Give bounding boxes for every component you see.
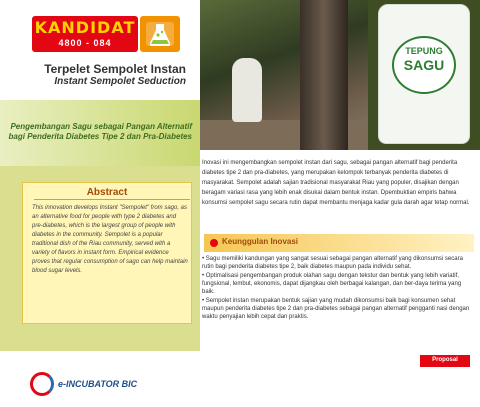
bag-label-main: SAGU [403, 57, 445, 73]
bag-label-top: TEPUNG [405, 46, 443, 56]
abstract-divider [34, 199, 190, 200]
advantage-item: • Sagu memiliki kandungan yang sangat sesuai sebagai pangan alternatif yang dikonsumsi secara rutin bagi penderita diabetes tipe 2, baik diabetes maupun pada individu sehat. [202, 256, 463, 270]
proposal-tag-label: Proposal [432, 357, 458, 363]
section-bullet-icon [210, 239, 218, 247]
lab-flask-icon [140, 16, 180, 52]
incubator-logo-icon [30, 372, 54, 396]
page-title: Terpelet Sempolet Instan [44, 62, 186, 76]
incubator-logo-text: e-INCUBATOR BIC [58, 379, 138, 389]
worker-figure [232, 58, 262, 122]
candidate-badge [32, 16, 138, 52]
section-title: Keunggulan Inovasi [222, 237, 299, 246]
abstract-heading: Abstract [86, 187, 128, 198]
topic-text: Pengembangan Sagu sebagai Pangan Alternatif bagi Penderita Diabetes Tipe 2 dan Pra-Diabetes [8, 122, 192, 141]
badge-code: 4800 - 084 [58, 38, 112, 48]
abstract-body: This innovation develops Instant "Sempolet" from sago, as an alternative food for people with type 2 diabetes and pre-diabetes, which is the largest group of people with diabetes in the community. Sempolet is a popular traditional dish of the Riau community, served with a variety of flavors in instant form. Empirical evidence proves that regular consumption of sago can help maintain blood sugar levels. [32, 205, 188, 274]
sago-trunk [300, 0, 348, 150]
page-subtitle: Instant Sempolet Seduction [54, 76, 186, 87]
bag-label-text [392, 44, 456, 72]
advantage-item: • Optimalisasi pengembangan produk olahan sagu dengan tekstur dan bentuk yang lebih variatif, fungsional, lembut, ekonomis, dapat dijangkau oleh berbagai kalangan, dan ber-daya terima yang baik. [202, 273, 462, 295]
innovation-description: Inovasi ini mengembangkan sempolet instan dari sagu, sebagai pangan alternatif bagi penderita diabetes tipe 2 dan pra-diabetes, yang merupakan kelompok terbanyak penderita diabetes di masyarakat. Sempolet adalah sajian tradisional masyarakat Riau yang populer, disajikan dengan beragam variasi rasa yang lebih enak disukai dalam bentuk instan. Dpembuktian empiris bahwa konsumsi sempolet sagu secara rutin dapat membantu menjaga kadar gula darah agar tetap normal. [202, 160, 470, 206]
advantages-list [202, 255, 474, 322]
advantage-item: • Sempolet instan merupakan bentuk sajian yang mudah dikonsumsi baik bagi konsumen sehat maupun penderita diabetes tipe 2 dan pra-diabetes sebagai pangan alternatif pengganti nasi dengan waktu penyajian lebih cepat dan praktis. [202, 298, 470, 320]
flask-icon [140, 16, 180, 52]
badge-title: KANDIDAT [34, 18, 136, 37]
